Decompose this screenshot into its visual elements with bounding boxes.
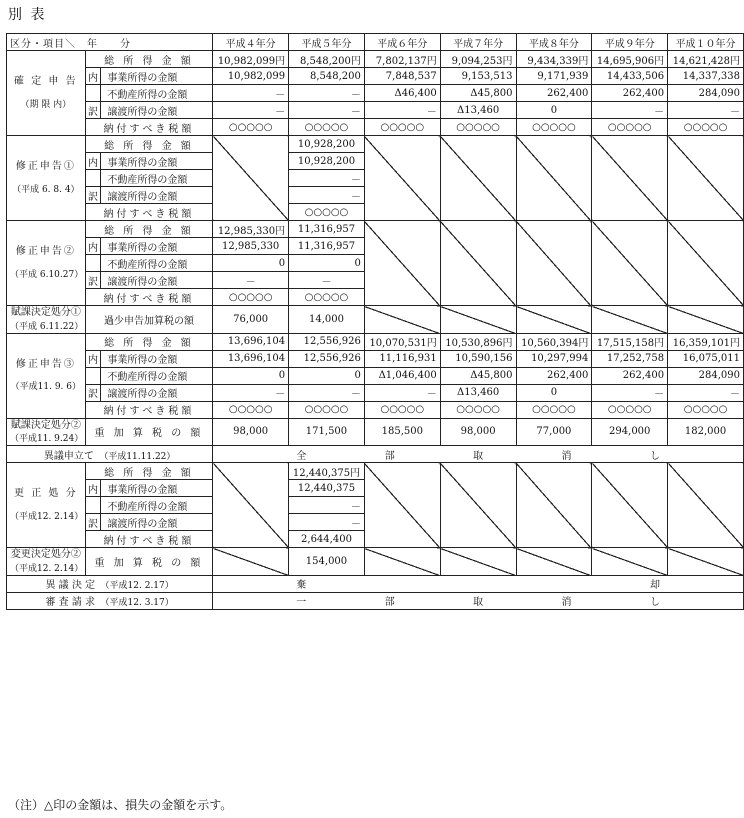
table-row: 内 事業所得の金額 13,696,104 12,556,926 11,116,931 10,590,156 10,297,994 17,252,758 16,075,011 bbox=[7, 350, 744, 367]
footnote: （注）△印の金額は、損失の金額を示す。 bbox=[8, 798, 233, 812]
empty-diagonal-cell bbox=[213, 548, 289, 576]
row-label: 総 所 得 金 額 bbox=[85, 51, 213, 68]
table-row: 納付すべき税額 ○○○○○ ○○○○○ bbox=[7, 289, 744, 306]
cell: 262,400 bbox=[516, 85, 592, 102]
cell: 284,090 bbox=[668, 367, 744, 384]
cell: 10,982,099 bbox=[213, 68, 289, 85]
cell: 10,070,531円 bbox=[364, 333, 440, 350]
cell: 10,928,200 bbox=[289, 136, 365, 153]
empty-diagonal-cell bbox=[516, 221, 592, 306]
year-header: 平成６年分 bbox=[364, 34, 440, 51]
cell: 10,297,994 bbox=[516, 350, 592, 367]
cell: 7,802,137円 bbox=[364, 51, 440, 68]
cell: 16,359,101円 bbox=[668, 333, 744, 350]
empty-diagonal-cell bbox=[213, 463, 289, 548]
cell: 98,000 bbox=[213, 418, 289, 446]
empty-diagonal-cell bbox=[592, 221, 668, 306]
empty-diagonal-cell bbox=[668, 306, 744, 334]
row-label: 不動産所得の金額 bbox=[101, 85, 213, 102]
cell: ○○○○○ bbox=[364, 119, 440, 136]
section-label: 賦課決定処分① （平成 6.11.22） bbox=[7, 306, 86, 334]
cell: 11,316,957 bbox=[289, 221, 365, 238]
empty-diagonal-cell bbox=[668, 221, 744, 306]
cell: ○○○○○ bbox=[364, 401, 440, 418]
cell: 12,440,375円 bbox=[289, 463, 365, 480]
cell: ○○○○○ bbox=[213, 289, 289, 306]
cell: 17,252,758 bbox=[592, 350, 668, 367]
cell: 14,621,428円 bbox=[668, 51, 744, 68]
table-row: 不動産所得の金額 0 0 bbox=[7, 255, 744, 272]
year-header: 平成４年分 bbox=[213, 34, 289, 51]
section-label: 修正申告② （平成 6.10.27） bbox=[7, 221, 86, 306]
cell: － bbox=[364, 384, 440, 401]
cell: 2,644,400 bbox=[289, 531, 365, 548]
section-label: 変更決定処分② （平成12. 2.14） bbox=[7, 548, 86, 576]
tax-table bbox=[6, 33, 744, 610]
cell: Δ13,460 bbox=[440, 384, 516, 401]
year-header: 平成５年分 bbox=[289, 34, 365, 51]
cell: 185,500 bbox=[364, 418, 440, 446]
table-row: 訳 譲渡所得の金額 － － － Δ13,460 0 － － bbox=[7, 384, 744, 401]
empty-diagonal-cell bbox=[668, 548, 744, 576]
cell: ○○○○○ bbox=[592, 119, 668, 136]
empty-diagonal-cell bbox=[592, 306, 668, 334]
empty-diagonal-cell bbox=[364, 463, 440, 548]
cell: Δ45,800 bbox=[440, 367, 516, 384]
cell: 0 bbox=[289, 255, 365, 272]
section-label: 審 査 請 求 （平成12. 3.17） bbox=[7, 592, 213, 609]
cell: 171,500 bbox=[289, 418, 365, 446]
section-label: 確 定 申 告 （期 限 内） bbox=[7, 51, 86, 136]
table-row bbox=[7, 102, 744, 119]
cell: － bbox=[289, 384, 365, 401]
cell: － bbox=[364, 102, 440, 119]
cell: 262,400 bbox=[592, 85, 668, 102]
cell: 0 bbox=[516, 384, 592, 401]
cell: ○○○○○ bbox=[516, 401, 592, 418]
section-label: 賦課決定処分② （平成11. 9.24） bbox=[7, 418, 86, 446]
decision-text: 一 部 取 消 し bbox=[213, 592, 744, 609]
table-row bbox=[7, 51, 744, 68]
empty-diagonal-cell bbox=[364, 136, 440, 221]
empty-diagonal-cell bbox=[364, 306, 440, 334]
cell: 14,695,906円 bbox=[592, 51, 668, 68]
cell: 9,171,939 bbox=[516, 68, 592, 85]
cell: 9,434,339円 bbox=[516, 51, 592, 68]
table-row: 訳 譲渡所得の金額 － bbox=[7, 187, 744, 204]
cell: ○○○○○ bbox=[668, 119, 744, 136]
cell: ○○○○○ bbox=[440, 119, 516, 136]
table-row: 更 正 処 分 （平成12. 2.14） 総 所 得 金 額 12,440,375円 bbox=[7, 463, 744, 480]
cell: 13,696,104 bbox=[213, 333, 289, 350]
cell: 154,000 bbox=[289, 548, 365, 576]
cell: － bbox=[668, 384, 744, 401]
cell: 76,000 bbox=[213, 306, 289, 334]
cell: － bbox=[213, 102, 289, 119]
table-row: 不動産所得の金額 0 0 Δ1,046,400 Δ45,800 262,400 262,400 284,090 bbox=[7, 367, 744, 384]
row-label: 事業所得の金額 bbox=[101, 68, 213, 85]
empty-diagonal-cell bbox=[516, 136, 592, 221]
table-row: 内 事業所得の金額 10,928,200 bbox=[7, 153, 744, 170]
section-label: 修正申告③ （平成11. 9. 6） bbox=[7, 333, 86, 418]
cell: 10,982,099円 bbox=[213, 51, 289, 68]
table-row: 修正申告③ （平成11. 9. 6） 総 所 得 金 額 13,696,104 12,556,926 10,070,531円 10,530,896円 10,560,394円 17,515,158円 16,359,101円 bbox=[7, 333, 744, 350]
cell: 10,590,156 bbox=[440, 350, 516, 367]
row-label: 譲渡所得の金額 bbox=[101, 102, 213, 119]
uchi-label: 内 bbox=[85, 68, 101, 85]
cell: 8,548,200円 bbox=[289, 51, 365, 68]
empty-diagonal-cell bbox=[440, 548, 516, 576]
empty-diagonal-cell bbox=[516, 463, 592, 548]
table-row: 納付すべき税額 2,644,400 bbox=[7, 531, 744, 548]
empty-diagonal-cell bbox=[516, 306, 592, 334]
empty-diagonal-cell bbox=[440, 221, 516, 306]
section-label: 異 議 決 定 （平成12. 2.17） bbox=[7, 575, 213, 592]
year-header: 平成１０年分 bbox=[668, 34, 744, 51]
empty-diagonal-cell bbox=[213, 136, 289, 221]
table-row bbox=[7, 119, 744, 136]
page-title: 別 表 bbox=[8, 7, 47, 23]
cell: ○○○○○ bbox=[213, 401, 289, 418]
cell: 14,337,338 bbox=[668, 68, 744, 85]
cell: － bbox=[592, 102, 668, 119]
cell: － bbox=[289, 272, 365, 289]
table-row: 訳 譲渡所得の金額 － bbox=[7, 514, 744, 531]
table-row bbox=[7, 85, 744, 102]
cell: ○○○○○ bbox=[516, 119, 592, 136]
table-row: 修正申告② （平成 6.10.27） 総 所 得 金 額 12,985,330円 11,316,957 bbox=[7, 221, 744, 238]
cell: ○○○○○ bbox=[440, 401, 516, 418]
empty-diagonal-cell bbox=[668, 136, 744, 221]
cell: 98,000 bbox=[440, 418, 516, 446]
section-label: 更 正 処 分 （平成12. 2.14） bbox=[7, 463, 86, 548]
cell: 12,985,330円 bbox=[213, 221, 289, 238]
cell: － bbox=[289, 85, 365, 102]
empty-diagonal-cell bbox=[516, 548, 592, 576]
cell: 11,116,931 bbox=[364, 350, 440, 367]
cell: 7,848,537 bbox=[364, 68, 440, 85]
cell: 11,316,957 bbox=[289, 238, 365, 255]
cell: － bbox=[213, 384, 289, 401]
cell: Δ46,400 bbox=[364, 85, 440, 102]
cell: － bbox=[289, 497, 365, 514]
table-row bbox=[7, 446, 744, 463]
row-label: 納付すべき税額 bbox=[85, 119, 213, 136]
cell: － bbox=[592, 384, 668, 401]
table-row bbox=[7, 68, 744, 85]
cell: 9,153,513 bbox=[440, 68, 516, 85]
table-row: 納付すべき税額 ○○○○○ bbox=[7, 204, 744, 221]
empty-diagonal-cell bbox=[592, 136, 668, 221]
cell: ○○○○○ bbox=[668, 401, 744, 418]
cell: Δ13,460 bbox=[440, 102, 516, 119]
cell: 17,515,158円 bbox=[592, 333, 668, 350]
cell: Δ45,800 bbox=[440, 85, 516, 102]
cell: 262,400 bbox=[592, 367, 668, 384]
table-row bbox=[7, 136, 744, 153]
empty-diagonal-cell bbox=[440, 306, 516, 334]
cell: 10,530,896円 bbox=[440, 333, 516, 350]
table-row: 賦課決定処分② （平成11. 9.24） 重 加 算 税 の 額 98,000 171,500 185,500 98,000 77,000 294,000 182,000 bbox=[7, 418, 744, 446]
cell: － bbox=[289, 187, 365, 204]
header-row bbox=[7, 34, 744, 51]
cell: ○○○○○ bbox=[289, 401, 365, 418]
cell: 0 bbox=[289, 367, 365, 384]
cell: 8,548,200 bbox=[289, 68, 365, 85]
table-row: 納付すべき税額 ○○○○○ ○○○○○ ○○○○○ ○○○○○ ○○○○○ ○○○○○ ○○○○○ bbox=[7, 401, 744, 418]
table-row: 内 事業所得の金額 12,440,375 bbox=[7, 480, 744, 497]
cell: 9,094,253円 bbox=[440, 51, 516, 68]
cell: 10,560,394円 bbox=[516, 333, 592, 350]
cell: 12,440,375 bbox=[289, 480, 365, 497]
cell: 262,400 bbox=[516, 367, 592, 384]
year-header: 平成９年分 bbox=[592, 34, 668, 51]
cell: 0 bbox=[516, 102, 592, 119]
empty-diagonal-cell bbox=[364, 221, 440, 306]
table-row bbox=[7, 575, 744, 592]
empty-diagonal-cell bbox=[440, 463, 516, 548]
year-header: 平成７年分 bbox=[440, 34, 516, 51]
cell: 0 bbox=[213, 255, 289, 272]
table-row: 変更決定処分② （平成12. 2.14） 重 加 算 税 の 額 154,000 bbox=[7, 548, 744, 576]
cell: － bbox=[213, 272, 289, 289]
cell: 284,090 bbox=[668, 85, 744, 102]
cell: 12,985,330 bbox=[213, 238, 289, 255]
cell: ○○○○○ bbox=[289, 204, 365, 221]
cell: 12,556,926 bbox=[289, 350, 365, 367]
cell: 182,000 bbox=[668, 418, 744, 446]
empty-diagonal-cell bbox=[364, 548, 440, 576]
cell: 10,928,200 bbox=[289, 153, 365, 170]
cell: － bbox=[668, 102, 744, 119]
cell: 294,000 bbox=[592, 418, 668, 446]
empty-diagonal-cell bbox=[440, 136, 516, 221]
cell: 14,433,506 bbox=[592, 68, 668, 85]
row-label: 総 所 得 金 額 bbox=[85, 136, 213, 153]
empty-diagonal-cell bbox=[668, 463, 744, 548]
year-header: 平成８年分 bbox=[516, 34, 592, 51]
table-row bbox=[7, 592, 744, 609]
cell: 14,000 bbox=[289, 306, 365, 334]
cell: － bbox=[289, 514, 365, 531]
header-corner: 区分・項目＼ 年 分 bbox=[7, 34, 213, 51]
section-label: 異議申立て （平成11.11.22） bbox=[7, 446, 213, 463]
empty-diagonal-cell bbox=[592, 463, 668, 548]
cell: 12,556,926 bbox=[289, 333, 365, 350]
table-row: 内 事業所得の金額 12,985,330 11,316,957 bbox=[7, 238, 744, 255]
cell: 16,075,011 bbox=[668, 350, 744, 367]
cell: ○○○○○ bbox=[592, 401, 668, 418]
cell: － bbox=[289, 170, 365, 187]
cell: 77,000 bbox=[516, 418, 592, 446]
cell: Δ1,046,400 bbox=[364, 367, 440, 384]
cell: 13,696,104 bbox=[213, 350, 289, 367]
yaku-label: 訳 bbox=[85, 102, 101, 119]
section-label: 修正申告① （平成 6. 8. 4） bbox=[7, 136, 86, 221]
decision-text: 棄 却 bbox=[213, 575, 744, 592]
cell: ○○○○○ bbox=[289, 119, 365, 136]
cell: － bbox=[289, 102, 365, 119]
table-row: 賦課決定処分① （平成 6.11.22） 過少申告加算税の額 76,000 14,000 bbox=[7, 306, 744, 334]
table-row: 不動産所得の金額 － bbox=[7, 170, 744, 187]
table-row: 不動産所得の金額 － bbox=[7, 497, 744, 514]
cell: ○○○○○ bbox=[213, 119, 289, 136]
decision-text: 全 部 取 消 し bbox=[213, 446, 744, 463]
table-row: 訳 譲渡所得の金額 － － bbox=[7, 272, 744, 289]
empty-diagonal-cell bbox=[592, 548, 668, 576]
cell: － bbox=[213, 85, 289, 102]
cell: ○○○○○ bbox=[289, 289, 365, 306]
cell: 0 bbox=[213, 367, 289, 384]
